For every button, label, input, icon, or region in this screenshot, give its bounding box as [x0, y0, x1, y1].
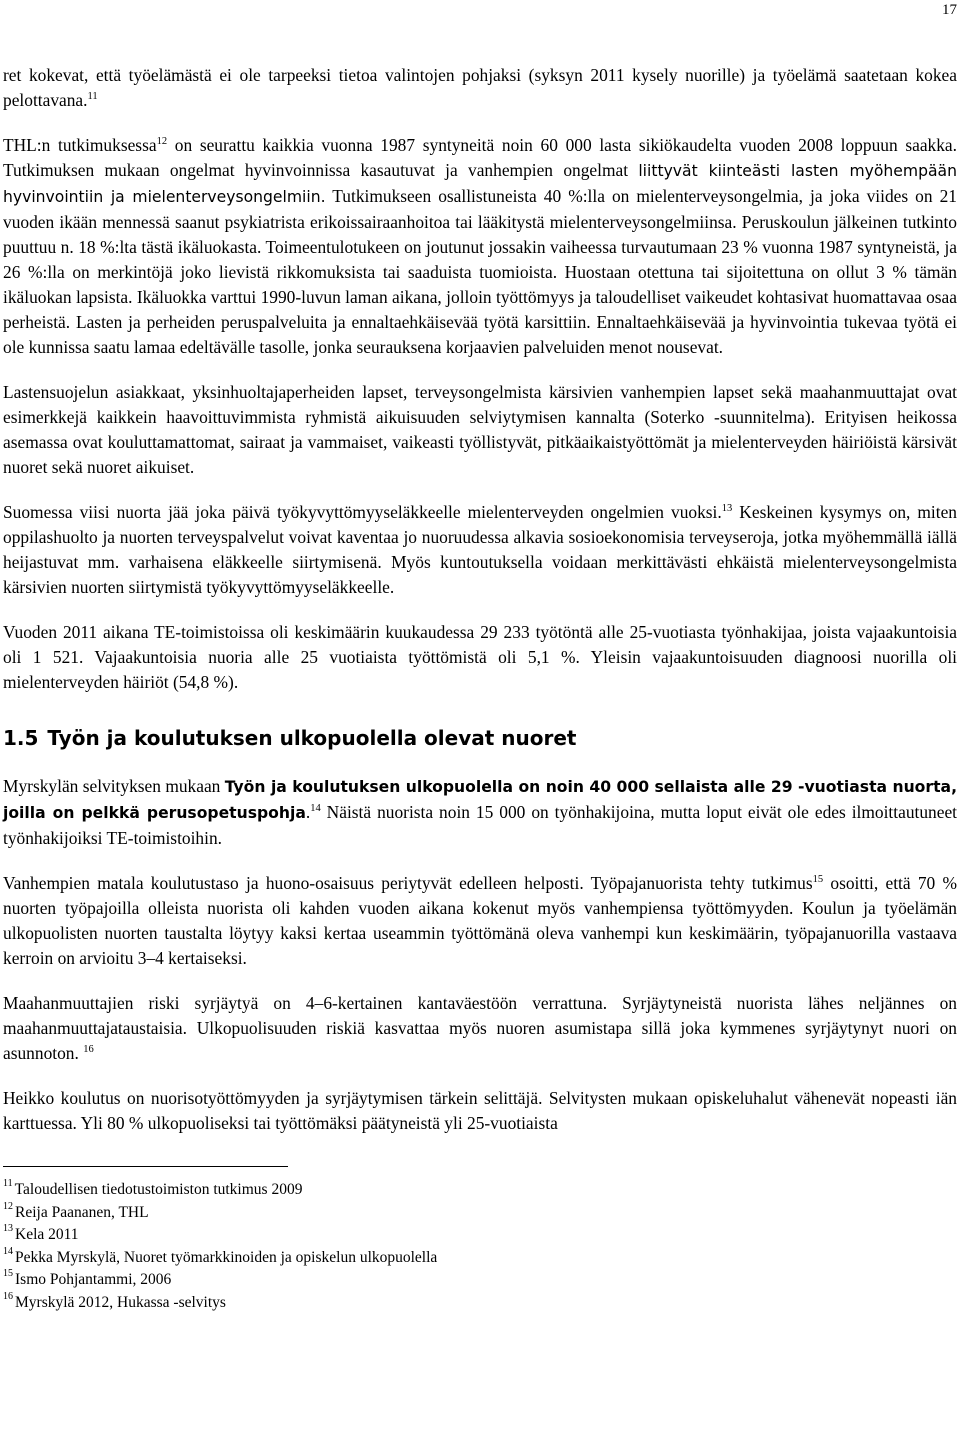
footnote: $^{11}$ Taloudellisen tiedotustoimiston tutkimus 2009 — [3, 1178, 303, 1198]
paragraph-4: Suomessa viisi nuorta jää joka päivä työkyvyttömyyseläkkeelle mielenterveyden ongelmien vuoksi.$^{13}$ Keskeinen kysymys on, miten oppilashuolto ja nuorten terveyspalvelut voivat kaventaa jo nuoruudessa alkavia sosioekonomisia terveyseroja, jotka myöhemmällä iällä heijastuvat mm. varhaisena eläkkeelle siirtymisenä. Myös kuntoutuksella voidaan merkittävästi ehkäistä mielenterveysongelmista kärsivien nuorten siirtymistä työkyvyttömyyseläkkeelle. — [3, 502, 958, 597]
section-number: 1.5 — [3, 726, 39, 750]
paragraph-5: Vuoden 2011 aikana TE-toimistoissa oli keskimäärin kuukaudessa 29 233 työtöntä alle 25-vuotiasta työnhakijaa, joista vajaakuntoisia oli 1 521. Vajaakuntoisia nuoria alle 25 vuotiaista työttömistä oli 5,1 %. Yleisin vajaakuntoisuuden diagnoosi nuorilla oli mielenterveyden häiriöt (54,8 %). — [3, 622, 957, 692]
paragraph-3: Lastensuojelun asiakkaat, yksinhuoltajaperheiden lapset, terveysongelmista kärsivien vanhempien lapset sekä maahanmuuttajat ovat esimerkkejä kaikkein haavoittuvimmista ryhmistä aikuisuuden selviytymisen kannalta (Soterko -suunnitelma). Erityisen heikossa asemassa ovat kouluttamattomat, sairaat ja vammaiset, vaikeasti työllistyvät, pitkäaikaistyöttömät ja mielenterveyden häiriöistä kärsivät nuoret sekä nuoret aikuiset. — [3, 382, 957, 477]
paragraph-1: ret kokevat, että työelämästä ei ole tarpeeksi tietoa valintojen pohjaksi (syksyn 2011 kysely nuorille) ja työelämä saatetaan kokea pelottavana.$^{11}$ — [3, 65, 957, 110]
paragraph-2: THL:n tutkimuksessa$^{12}$ on seurattu kaikkia vuonna 1987 syntyneitä noin 60 000 lasta sikiökaudelta vuoden 2008 loppuun saakka. Tutkimuksen mukaan ongelmat hyvinvoinnissa kasautuvat ja vanhempien ongelmat liittyvät kiinteästi lasten myöhempään hyvinvointiin ja mielenterveysongelmiin. Tutkimukseen osallistuneista 40 %:lla on mielenterveysongelmia, ja joka viides on 21 vuoden ikään mennessä saanut psykiatrista erikoissairaanhoitoa tai lääkitystä mielenterveysongelmiinsa. Peruskoulun jälkeinen tutkinto puuttuu n. 18 %:lta tästä ikäluokasta. Toimeentulotukeen on joutunut jossakin vaiheessa turvautumaan 23 % vuonna 1987 syntyneistä, ja 26 %:lla on merkintöjä joko lievistä rikkomuksista tai saaduista tuomioista. Huostaan otettuna tai sijoitettuna on ollut 3 % tämän ikäluokan lapsista. Ikäluokka varttui 1990-luvun laman aikana, jolloin työttömyys ja taloudelliset vaikeudet kohtasivat huomattavaa osaa perheistä. Lasten ja perheiden peruspalveluita ja ennaltaehkäisevää työtä karsittiin. Ennaltaehkäisevää ja hyvinvointia tukevaa työtä ei ole kunnissa saatu lamaa edeltävälle tasolle, jonka seurauksena korjaavien palveluiden menot nousevat. — [3, 135, 958, 357]
footnotes — [3, 1179, 957, 1315]
footnote: $^{12}$ Reija Paananen, THL — [3, 1200, 149, 1221]
footnote-ref: 14 — [310, 803, 321, 814]
footnote-ref: 12 — [156, 136, 168, 147]
paragraph-6: Myrskylän selvityksen mukaan Työn ja koulutuksen ulkopuolella on noin 40 000 sellaista alle 29 -vuotiasta nuorta, joilla on pelkkä perusopetuspohja.$^{14}$ Näistä nuorista noin 15 000 on työnhakijoina, mutta loput eivät ole edes ilmoittautuneet työnhakijoiksi TE-toimistoihin. — [3, 776, 957, 848]
page-number: 17 — [942, 2, 957, 18]
section-heading — [3, 725, 957, 751]
highlighted-statement: Työn ja koulutuksen ulkopuolella on noin 40 000 sellaista alle 29 -vuotiasta nuorta, joilla on pelkkä perusopetuspohja — [3, 778, 957, 822]
footnote-ref: 15 — [812, 874, 824, 885]
footnote: $^{14}$ Pekka Myrskylä, Nuoret työmarkkinoiden ja opiskelun ulkopuolella — [3, 1245, 438, 1266]
paragraph-7: Vanhempien matala koulutustaso ja huono-osaisuus periytyvät edelleen helposti. Työpajanuorista tehty tutkimus$^{15}$ osoitti, että 70 % nuorten työpajoilla olleista nuorista oli kahden vuoden aikana kokenut myös vanhempiensa työttömyyden. Koulun ja työelämän ulkopuolisten nuorten taustalta löytyy kaksi kertaa useammin työttömänä oleva vanhempi kun keskimäärin, työpajanuorilla vastaava kerroin on arvioitu 3–4 kertaiseksi. — [3, 873, 958, 968]
paragraph-8: Maahanmuuttajien riski syrjäytyä on 4–6-kertainen kantaväestöön verrattuna. Syrjäytyneistä nuorista lähes neljännes on maahanmuuttajataustaisia. Ulkopuolisuuden riskiä kasvattaa myös nuoren asumistapa sillä joka kymmenes syrjäytynyt nuori on asunnoton. $^{16}$ — [3, 993, 957, 1063]
section-title: Työn ja koulutuksen ulkopuolella olevat nuoret — [47, 726, 577, 750]
paragraph-9: Heikko koulutus on nuorisotyöttömyyden ja syrjäytymisen tärkein selittäjä. Selvitysten mukaan opiskeluhalut vähenevät nopeasti iän karttuessa. Yli 80 % ulkopuoliseksi tai työttömäksi päätyneistä yli 25-vuotiaista — [3, 1088, 957, 1133]
footnote: $^{16}$ Myrskylä 2012, Hukassa -selvitys — [3, 1290, 226, 1311]
footnote: $^{15}$ Ismo Pohjantammi, 2006 — [3, 1268, 172, 1289]
footnote-divider — [3, 1166, 288, 1167]
footnote-ref: 13 — [721, 503, 733, 514]
footnote-ref: 16 — [83, 1044, 94, 1055]
document-body — [3, 63, 957, 1315]
footnote-ref: 11 — [87, 91, 98, 102]
footnote: $^{13}$ Kela 2011 — [3, 1223, 79, 1244]
